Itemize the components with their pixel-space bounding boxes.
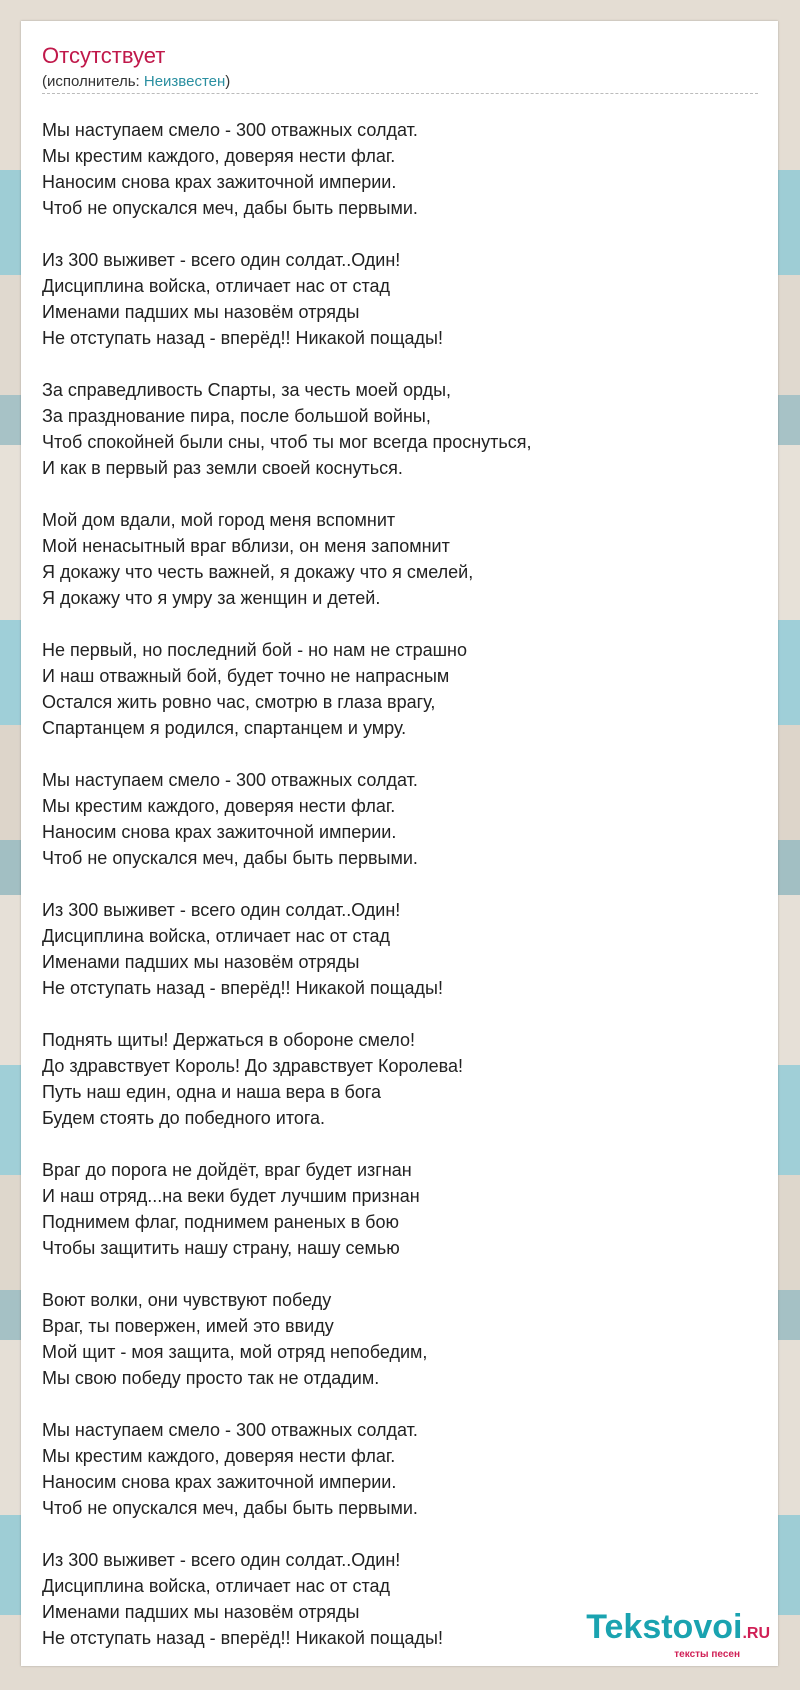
lyrics-stanza bbox=[42, 1287, 742, 1391]
lyrics-line: За справедливость Спарты, за честь моей орды, bbox=[42, 380, 452, 400]
lyrics-line: Мы наступаем смело - 300 отважных солдат. bbox=[42, 1420, 418, 1440]
lyrics-line: Чтобы защитить нашу страну, нашу семью bbox=[42, 1238, 400, 1258]
lyrics-line: И наш отряд...на веки будет лучшим признан bbox=[42, 1186, 420, 1206]
lyrics-line: Мы наступаем смело - 300 отважных солдат. bbox=[42, 120, 418, 140]
lyrics-line: Мы свою победу просто так не отдадим. bbox=[42, 1368, 380, 1388]
artist-suffix: ) bbox=[225, 73, 231, 90]
lyrics-line: Я докажу что честь важней, я докажу что я смелей, bbox=[42, 562, 474, 582]
lyrics-line: Мы крестим каждого, доверяя нести флаг. bbox=[42, 1446, 396, 1466]
lyrics-line: Путь наш един, одна и наша вера в бога bbox=[42, 1082, 382, 1102]
lyrics-line: Чтоб не опускался меч, дабы быть первыми. bbox=[42, 848, 418, 868]
lyrics-line: Спартанцем я родился, спартанцем и умру. bbox=[42, 718, 407, 738]
lyrics-line: Чтоб не опускался меч, дабы быть первыми. bbox=[42, 1498, 418, 1518]
lyrics-text bbox=[42, 117, 742, 1677]
lyrics-line: Дисциплина войска, отличает нас от стад bbox=[42, 1576, 391, 1596]
lyrics-line: Не отступать назад - вперёд!! Никакой пощады! bbox=[42, 1628, 443, 1648]
lyrics-line: Враг до порога не дойдёт, враг будет изгнан bbox=[42, 1160, 412, 1180]
lyrics-line: Мы наступаем смело - 300 отважных солдат. bbox=[42, 770, 418, 790]
lyrics-line: Воют волки, они чувствуют победу bbox=[42, 1290, 332, 1310]
lyrics-stanza bbox=[42, 507, 742, 611]
lyrics-stanza bbox=[42, 637, 742, 741]
logo-tagline: тексты песен bbox=[674, 1649, 740, 1660]
lyrics-line: Мы крестим каждого, доверяя нести флаг. bbox=[42, 146, 396, 166]
site-logo[interactable] bbox=[586, 1610, 770, 1660]
lyrics-line: И наш отважный бой, будет точно не напрасным bbox=[42, 666, 450, 686]
lyrics-line: Наносим снова крах зажиточной империи. bbox=[42, 1472, 397, 1492]
artist-line bbox=[42, 73, 230, 90]
lyrics-line: Мой щит - моя защита, мой отряд непобедим, bbox=[42, 1342, 428, 1362]
lyrics-line: Дисциплина войска, отличает нас от стад bbox=[42, 926, 391, 946]
lyrics-stanza bbox=[42, 897, 742, 1001]
lyrics-card bbox=[21, 21, 778, 1666]
song-title: Отсутствует bbox=[42, 43, 166, 68]
lyrics-line: Мой дом вдали, мой город меня вспомнит bbox=[42, 510, 396, 530]
logo-tld: .RU bbox=[742, 1625, 770, 1642]
logo-name: Tekstovoi bbox=[586, 1608, 743, 1646]
lyrics-line: До здравствует Король! До здравствует Королева! bbox=[42, 1056, 464, 1076]
lyrics-line: И как в первый раз земли своей коснуться. bbox=[42, 458, 403, 478]
lyrics-line: Чтоб спокойней были сны, чтоб ты мог всегда проснуться, bbox=[42, 432, 532, 452]
lyrics-line: За празднование пира, после большой войны, bbox=[42, 406, 431, 426]
lyrics-line: Из 300 выживет - всего один солдат..Один! bbox=[42, 900, 401, 920]
lyrics-line: Будем стоять до победного итога. bbox=[42, 1108, 326, 1128]
lyrics-stanza bbox=[42, 767, 742, 871]
lyrics-line: Не первый, но последний бой - но нам не страшно bbox=[42, 640, 467, 660]
lyrics-stanza bbox=[42, 247, 742, 351]
lyrics-line: Именами падших мы назовём отряды bbox=[42, 302, 360, 322]
artist-link[interactable]: Неизвестен bbox=[143, 73, 226, 90]
lyrics-line: Не отступать назад - вперёд!! Никакой пощады! bbox=[42, 328, 443, 348]
lyrics-line: Мы крестим каждого, доверяя нести флаг. bbox=[42, 796, 396, 816]
lyrics-stanza bbox=[42, 377, 742, 481]
artist-prefix: (исполнитель: bbox=[42, 73, 144, 90]
header-divider bbox=[42, 93, 758, 94]
lyrics-line: Я докажу что я умру за женщин и детей. bbox=[42, 588, 381, 608]
lyrics-line: Мой ненасытный враг вблизи, он меня запомнит bbox=[42, 536, 450, 556]
lyrics-line: Остался жить ровно час, смотрю в глаза врагу, bbox=[42, 692, 436, 712]
lyrics-stanza bbox=[42, 1417, 742, 1521]
lyrics-line: Поднимем флаг, поднимем раненых в бою bbox=[42, 1212, 399, 1232]
lyrics-line: Поднять щиты! Держаться в обороне смело! bbox=[42, 1030, 416, 1050]
lyrics-line: Наносим снова крах зажиточной империи. bbox=[42, 822, 397, 842]
lyrics-line: Из 300 выживет - всего один солдат..Один! bbox=[42, 1550, 401, 1570]
lyrics-stanza bbox=[42, 1157, 742, 1261]
lyrics-stanza bbox=[42, 117, 742, 221]
lyrics-line: Не отступать назад - вперёд!! Никакой пощады! bbox=[42, 978, 443, 998]
lyrics-stanza bbox=[42, 1027, 742, 1131]
lyrics-line: Из 300 выживет - всего один солдат..Один! bbox=[42, 250, 401, 270]
lyrics-line: Именами падших мы назовём отряды bbox=[42, 952, 360, 972]
lyrics-line: Именами падших мы назовём отряды bbox=[42, 1602, 360, 1622]
lyrics-line: Чтоб не опускался меч, дабы быть первыми. bbox=[42, 198, 418, 218]
lyrics-line: Наносим снова крах зажиточной империи. bbox=[42, 172, 397, 192]
lyrics-line: Враг, ты повержен, имей это ввиду bbox=[42, 1316, 334, 1336]
lyrics-line: Дисциплина войска, отличает нас от стад bbox=[42, 276, 391, 296]
